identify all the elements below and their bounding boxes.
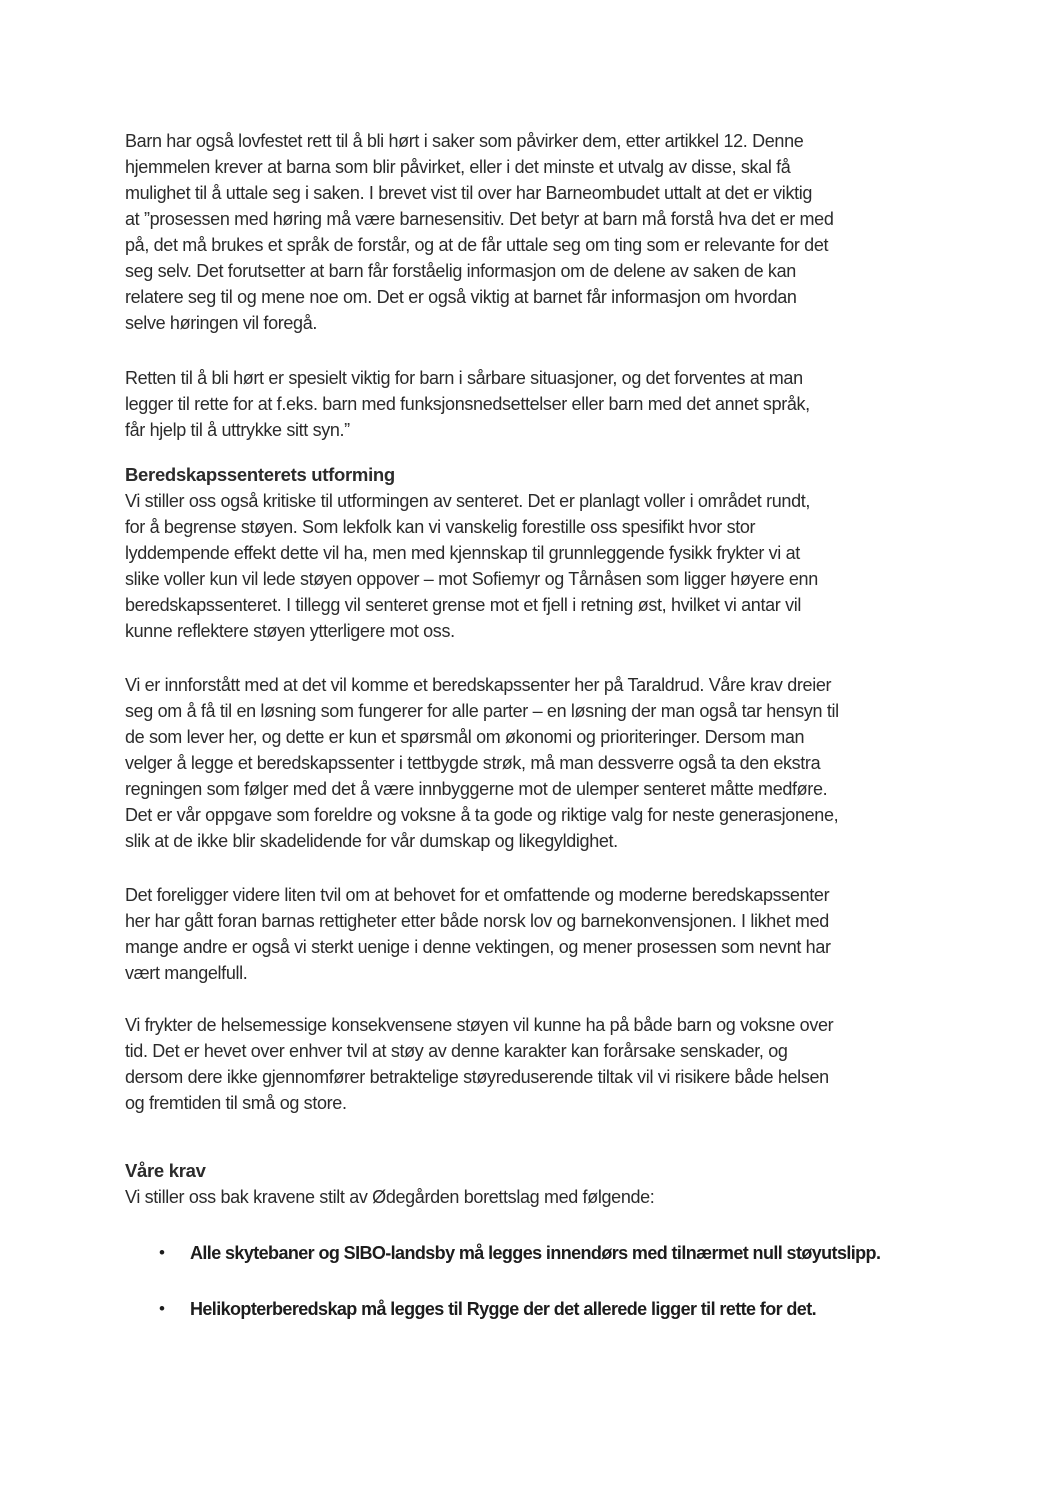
text-line: her har gått foran barnas rettigheter etter både norsk lov og barnekonvensjonen. I likhet med xyxy=(125,911,829,931)
text-line: tid. Det er hevet over enhver tvil at støy av denne karakter kan forårsake senskader, og xyxy=(125,1041,788,1061)
text-line: at ”prosessen med høring må være barnesensitiv. Det betyr at barn må forstå hva det er med xyxy=(125,209,834,229)
text-line: regningen som følger med det å være innbyggerne mot de ulemper senteret måtte medføre. xyxy=(125,779,828,799)
paragraph-krav-intro xyxy=(125,1184,950,1210)
text-line: på, det må brukes et språk de forstår, og at de får uttale seg om ting som er relevante for det xyxy=(125,235,829,255)
text-line: lyddempende effekt dette vil ha, men med kjennskap til grunnleggende fysikk frykter vi at xyxy=(125,543,800,563)
text-line: relatere seg til og mene noe om. Det er også viktig at barnet får informasjon om hvordan xyxy=(125,287,797,307)
paragraph-behov xyxy=(125,882,950,986)
text-line: legger til rette for at f.eks. barn med funksjonsnedsettelser eller barn med det annet språk, xyxy=(125,394,810,414)
text-line: Vi er innforstått med at det vil komme et beredskapssenter her på Taraldrud. Våre krav dreier xyxy=(125,675,832,695)
bullet-icon: • xyxy=(159,1243,165,1262)
text-line: slike voller kun vil lede støyen oppover – mot Sofiemyr og Tårnåsen som ligger høyere enn xyxy=(125,569,818,589)
text-line: for å begrense støyen. Som lekfolk kan vi vanskelig forestille oss spesifikt hvor stor xyxy=(125,517,756,537)
text-line: Barn har også lovfestet rett til å bli hørt i saker som påvirker dem, etter artikkel 12. Denne xyxy=(125,131,804,151)
text-line: vært mangelfull. xyxy=(125,963,248,983)
text-line: mulighet til å uttale seg i saken. I brevet vist til over har Barneombudet uttalt at det er viktig xyxy=(125,183,813,203)
text-line: dersom dere ikke gjennomfører betraktelige støyreduserende tiltak vil vi risikere både helsen xyxy=(125,1067,829,1087)
paragraph-barns-rett xyxy=(125,128,950,336)
text-line: Vi stiller oss også kritiske til utformingen av senteret. Det er planlagt voller i området rundt, xyxy=(125,491,811,511)
text-line: og fremtiden til små og store. xyxy=(125,1093,347,1113)
text-line: seg selv. Det forutsetter at barn får forståelig informasjon om de delene av saken de kan xyxy=(125,261,796,281)
text-line: mange andre er også vi sterkt uenige i denne vektingen, og mener prosessen som nevnt har xyxy=(125,937,831,957)
text-line: hjemmelen krever at barna som blir påvirket, eller i det minste et utvalg av disse, skal få xyxy=(125,157,791,177)
text-line: beredskapssenteret. I tillegg vil senteret grense mot et fjell i retning øst, hvilket vi antar vil xyxy=(125,595,802,615)
section-heading-utforming: Beredskapssenterets utforming xyxy=(125,464,395,485)
text-line: velger å legge et beredskapssenter i tettbygde strøk, må man dessverre også ta den ekstra xyxy=(125,753,821,773)
bullet-item-helikopter xyxy=(125,1296,950,1322)
bullet-item-skytebaner xyxy=(125,1240,950,1266)
text-line: de som lever her, og dette er kun et spørsmål om økonomi og prioriteringer. Dersom man xyxy=(125,727,805,747)
text-line: Retten til å bli hørt er spesielt viktig for barn i sårbare situasjoner, og det forventes at man xyxy=(125,368,803,388)
paragraph-innforstatt xyxy=(125,672,950,854)
text-line: seg om å få til en løsning som fungerer for alle parter – en løsning der man også tar hensyn til xyxy=(125,701,839,721)
paragraph-helsemessige xyxy=(125,1012,950,1116)
text-line: slik at de ikke blir skadelidende for vår dumskap og likegyldighet. xyxy=(125,831,618,851)
paragraph-retten-hort xyxy=(125,365,950,443)
text-line: kunne reflektere støyen ytterligere mot oss. xyxy=(125,621,455,641)
text-line: får hjelp til å uttrykke sitt syn.” xyxy=(125,420,350,440)
text-line: Det er vår oppgave som foreldre og voksne å ta gode og riktige valg for neste generasjonene, xyxy=(125,805,839,825)
bullet-icon: • xyxy=(159,1299,165,1318)
bullet-text: Alle skytebaner og SIBO-landsby må legges innendørs med tilnærmet null støyutslipp. xyxy=(190,1243,881,1263)
paragraph-utforming xyxy=(125,488,950,644)
text-line: Vi frykter de helsemessige konsekvensene støyen vil kunne ha på både barn og voksne over xyxy=(125,1015,834,1035)
text-line: Vi stiller oss bak kravene stilt av Ødegården borettslag med følgende: xyxy=(125,1187,655,1207)
text-line: Det foreligger videre liten tvil om at behovet for et omfattende og moderne beredskapssenter xyxy=(125,885,830,905)
text-line: selve høringen vil foregå. xyxy=(125,313,318,333)
bullet-text: Helikopterberedskap må legges til Rygge der det allerede ligger til rette for det. xyxy=(190,1299,816,1319)
section-heading-krav: Våre krav xyxy=(125,1160,206,1181)
